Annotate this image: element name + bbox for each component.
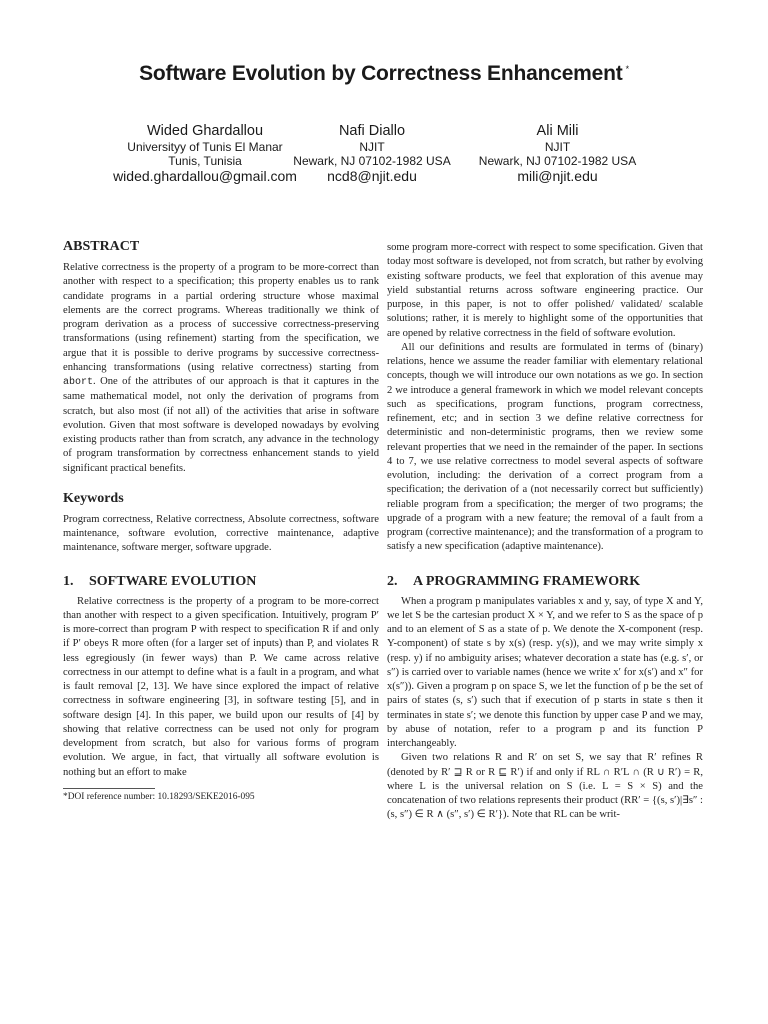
- section-number: 1.: [63, 573, 74, 589]
- section-number: 2.: [387, 573, 398, 589]
- section-title: A PROGRAMMING FRAMEWORK: [413, 573, 641, 589]
- abstract-text: [63, 261, 379, 476]
- right-column: [387, 241, 703, 823]
- author-name: Wided Ghardallou: [146, 123, 264, 139]
- left-column: [63, 238, 379, 804]
- author-email: wided.ghardallou@gmail.com: [113, 168, 297, 184]
- section-2-heading: [387, 573, 703, 591]
- author-location: Tunis, Tunisia: [168, 154, 242, 168]
- title-footnote-mark: *: [625, 64, 629, 74]
- author-1: [100, 122, 310, 184]
- abstract-heading: ABSTRACT: [63, 239, 140, 254]
- author-affiliation: NJIT: [359, 140, 385, 154]
- keywords-heading: Keywords: [63, 490, 124, 506]
- keywords-text: Program correctness, Relative correctness, Absolute correctness, software maintenance, software evolution, corrective maintenance, adaptive maintenance, software merger, software upgrade.: [63, 513, 379, 554]
- abstract-text-part-2: . One of the attributes of our approach is that it captures in the same mathematical model, not only the derivation of programs from scratch, but also most (if not all) of the activities that arise in software evolution. Given that most software is developed nowadays by evolving existing products rather than from scratch, any advance in the technology of program transformation by correctness enhancement stands to yield significant practical benefits.: [63, 376, 379, 474]
- paper-title: [0, 62, 768, 86]
- abstract-text-part-1: Relative correctness is the property of a program to be more-correct than another with respect to a specification; this property enables us to rank candidate programs in a partial ordering structure whose maximal elements are the correct programs. Whereas traditionally we think of program derivation as a process of successive correctness-preserving transformations (using refinement) starting from the specification, we argue that it is possible to derive programs by successive correctness-enhancing transformations (using relative correctness) starting from: [63, 262, 379, 373]
- paper-title-text: Software Evolution by Correctness Enhancement: [139, 62, 623, 85]
- author-email: mili@njit.edu: [517, 168, 598, 184]
- section-title: SOFTWARE EVOLUTION: [89, 573, 257, 589]
- section-1-heading: [63, 573, 379, 591]
- author-affiliation: NJIT: [544, 140, 571, 154]
- section-2-paragraph-2: Given two relations R and R′ on set S, we say that R′ refines R (denoted by R′ ⊒ R or R ⊑ R′) if and only if RL ∩ R′L ∩ (R ∪ R′) = R, where L is the universal relation on S (i.e. L = S × S) and the concatenation of two relations represents their product (RR′ = {(s, s′)|∃s″ : (s, s″) ∈ R ∧ (s″, s′) ∈ R′}). Note that RL can be writ-: [387, 752, 703, 821]
- outline-paragraph: All our definitions and results are formulated in terms of (binary) relations, hence we assume the reader familiar with elementary relational concepts, though we will introduce our own notations as we go. In section 2 we introduce a general framework in which we model relevant concepts such as specifications, program functions, program correctness, refinement, etc; and in section 3 we define relative correctness for deterministic and non-deterministic programs, then we review some relevant properties that we need in the remainder of the paper. In sections 4 to 7, we use relative correctness to model several aspects of software evolution, including: the derivation of a correct program from a specification; the derivation of a (not necessarily correct but sufficiently) reliable program from a specification; the merger of two programs; the upgrade of a program with a new feature; the removal of a fault from a program (corrective maintenance); and the transformation of a program to satisfy a new specification (adaptive maintenance).: [387, 341, 703, 553]
- author-email: ncd8@njit.edu: [327, 168, 417, 184]
- author-name: Ali Mili: [536, 123, 579, 139]
- footnote-rule: [63, 788, 155, 789]
- author-2: [283, 122, 461, 184]
- section-1-paragraph: Relative correctness is the property of a program to be more-correct than another with respect to a given specification. Intuitively, program P′ is more-correct than program P with respect to specification R if and only if P′ obeys R more often (for a larger set of inputs) than P, and violates R less egregiously (in fewer ways) than P. We came across relative correctness in our attempt to define what is a fault in a program, and what is fault removal [2, 13]. We have since explored the impact of relative correctness in software engineering [3], in software testing [5], and in software design [4]. In this paper, we build upon our results of [4] by showing that relative correctness can be used not only for program development from scratch, but also for various forms of program evolution. We argue, in fact, that virtually all software evolution is nothing but an effort to make: [63, 595, 379, 778]
- author-location: Newark, NJ 07102-1982 USA: [478, 154, 637, 168]
- author-affiliation: Universityy of Tunis El Manar: [127, 140, 283, 154]
- author-name: Nafi Diallo: [338, 123, 406, 139]
- author-3: [465, 122, 650, 184]
- section-2-paragraph-1: When a program p manipulates variables x and y, say, of type X and Y, we let S be the cartesian product X × Y, and we refer to S as the space of p and to an element of S as a state of p. We denote the X-component (resp. Y-component) of state s by x(s) (resp. y(s)), and we may write simply x (resp. y) if no ambiguity arises; whatever decoration a state has (e.g. s′, or s″) is carried over to variable names (hence we write x′ for x(s′) and x″ for x(s″)). Given a program p on space S, we let the function of p be the set of pairs of states (s, s′) such that if execution of p starts in state s then it terminates in state s′; we denote this function by upper case P and we may, by abuse of notation, refer to a program p and its function P interchangeably.: [387, 595, 703, 749]
- abstract-code: abort: [63, 377, 94, 388]
- author-location: Newark, NJ 07102-1982 USA: [293, 154, 451, 168]
- continuation-paragraph: some program more-correct with respect to some specification. Given that today most software is developed, not from scratch, but rather by evolving existing software products, we feel that exploration of this avenue may yield substantial returns across software engineering practice. Our purpose, in this paper, is not to offer polished/ validated/ scalable solutions; rather, it is merely to highlight some of the opportunities that are opened by relative correctness in the field of software evolution.: [387, 242, 703, 339]
- footnote: *DOI reference number: 10.18293/SEKE2016-095: [63, 791, 255, 802]
